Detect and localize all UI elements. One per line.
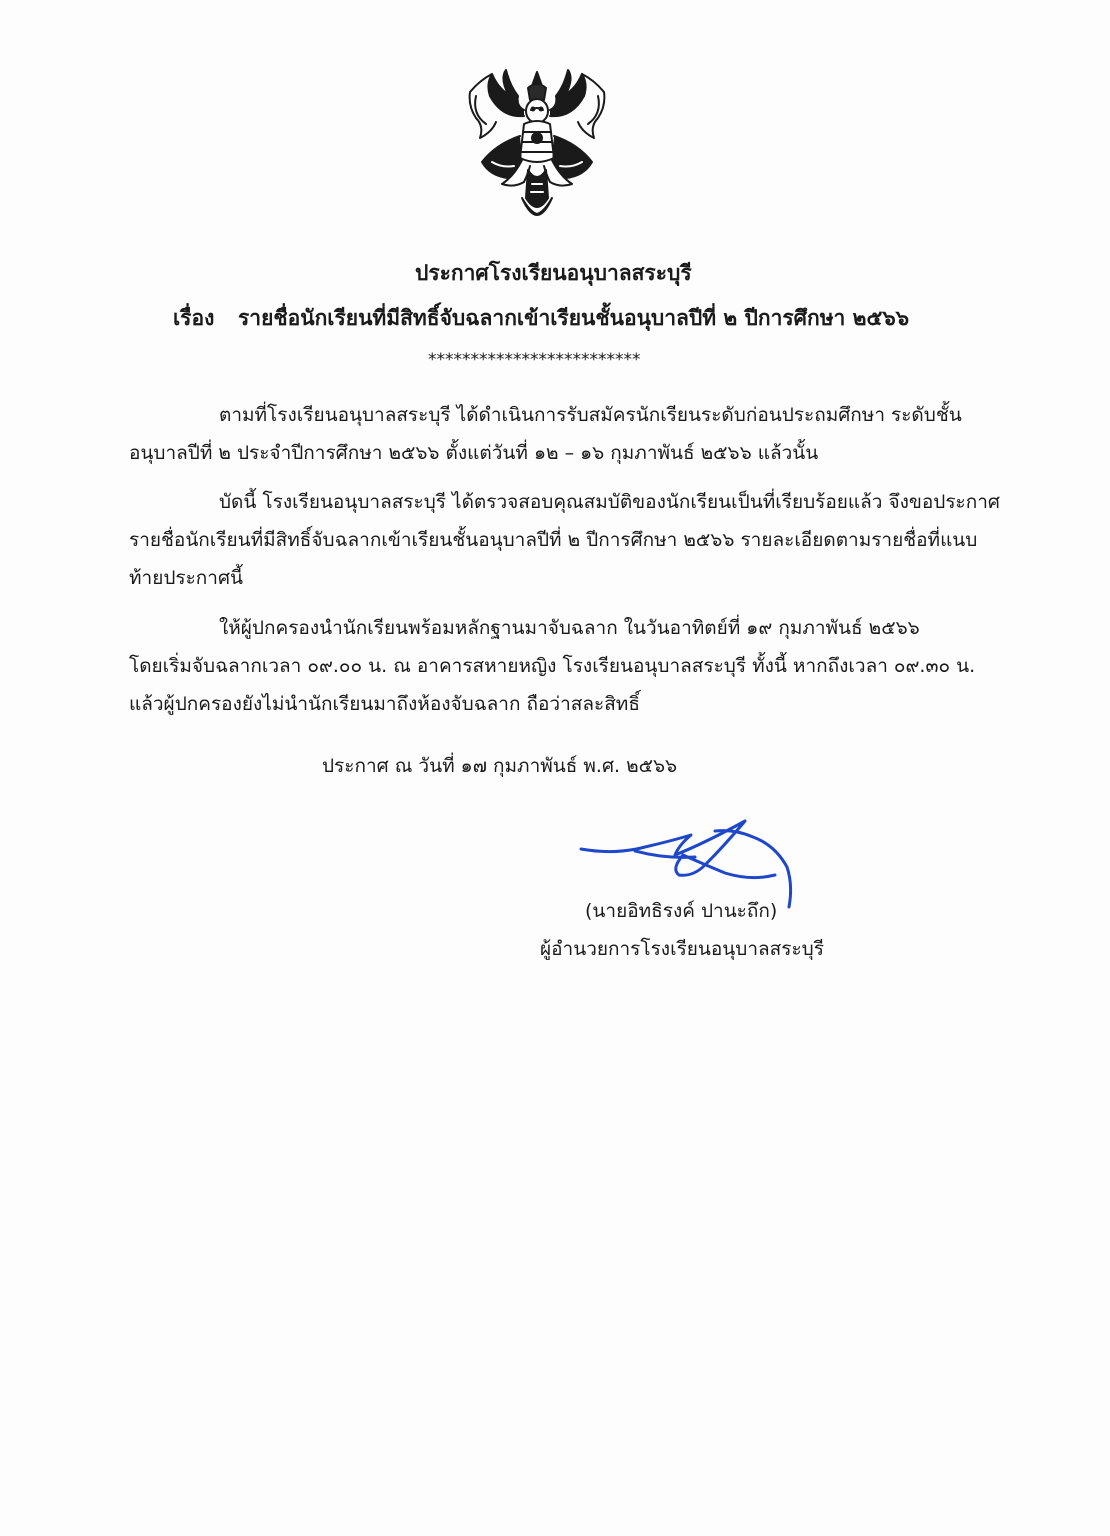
paragraph-1-line-2: อนุบาลปีที่ ๒ ประจำปีการศึกษา ๒๕๖๖ ตั้งแต่วันที่ ๑๒ – ๑๖ กุมภาพันธ์ ๒๕๖๖ แล้วนั้น bbox=[129, 442, 819, 464]
announcement-title: ประกาศโรงเรียนอนุบาลสระบุรี bbox=[415, 261, 692, 285]
garuda-emblem-icon bbox=[462, 66, 612, 234]
paragraph-2-line-1: บัดนี้ โรงเรียนอนุบาลสระบุรี ได้ตรวจสอบคุณสมบัติของนักเรียนเป็นที่เรียบร้อยแล้ว จึงขอประกาศ bbox=[219, 491, 1000, 513]
subject-text: รายชื่อนักเรียนที่มีสิทธิ์จับฉลากเข้าเรียนชั้นอนุบาลปีที่ ๒ ปีการศึกษา ๒๕๖๖ bbox=[238, 306, 910, 330]
paragraph-3-line-3: แล้วผู้ปกครองยังไม่นำนักเรียนมาถึงห้องจับฉลาก ถือว่าสละสิทธิ์ bbox=[129, 693, 640, 715]
signer-position: ผู้อำนวยการโรงเรียนอนุบาลสระบุรี bbox=[540, 938, 824, 960]
paragraph-3-line-2: โดยเริ่มจับฉลากเวลา ๐๙.๐๐ น. ณ อาคารสหายหญิง โรงเรียนอนุบาลสระบุรี ทั้งนี้ หากถึงเวลา ๐๙.๓๐ น. bbox=[129, 655, 976, 677]
separator: ************************* bbox=[428, 350, 641, 370]
paragraph-1-line-1: ตามที่โรงเรียนอนุบาลสระบุรี ได้ดำเนินการรับสมัครนักเรียนระดับก่อนประถมศึกษา ระดับชั้น bbox=[219, 404, 962, 426]
paragraph-3-line-1: ให้ผู้ปกครองนำนักเรียนพร้อมหลักฐานมาจับฉลาก ในวันอาทิตย์ที่ ๑๙ กุมภาพันธ์ ๒๕๖๖ bbox=[219, 617, 920, 639]
announcement-subject bbox=[173, 302, 909, 335]
subject-label: เรื่อง bbox=[173, 306, 215, 330]
paragraph-2-line-2: รายชื่อนักเรียนที่มีสิทธิ์จับฉลากเข้าเรียนชั้นอนุบาลปีที่ ๒ ปีการศึกษา ๒๕๖๖ รายละเอียดตามรายชื่อที่แนบ bbox=[129, 529, 978, 551]
announce-date: ประกาศ ณ วันที่ ๑๗ กุมภาพันธ์ พ.ศ. ๒๕๖๖ bbox=[322, 755, 678, 777]
signer-name: (นายอิทธิรงค์ ปานะถึก) bbox=[585, 900, 778, 922]
paragraph-2-line-3: ท้ายประกาศนี้ bbox=[129, 567, 244, 589]
